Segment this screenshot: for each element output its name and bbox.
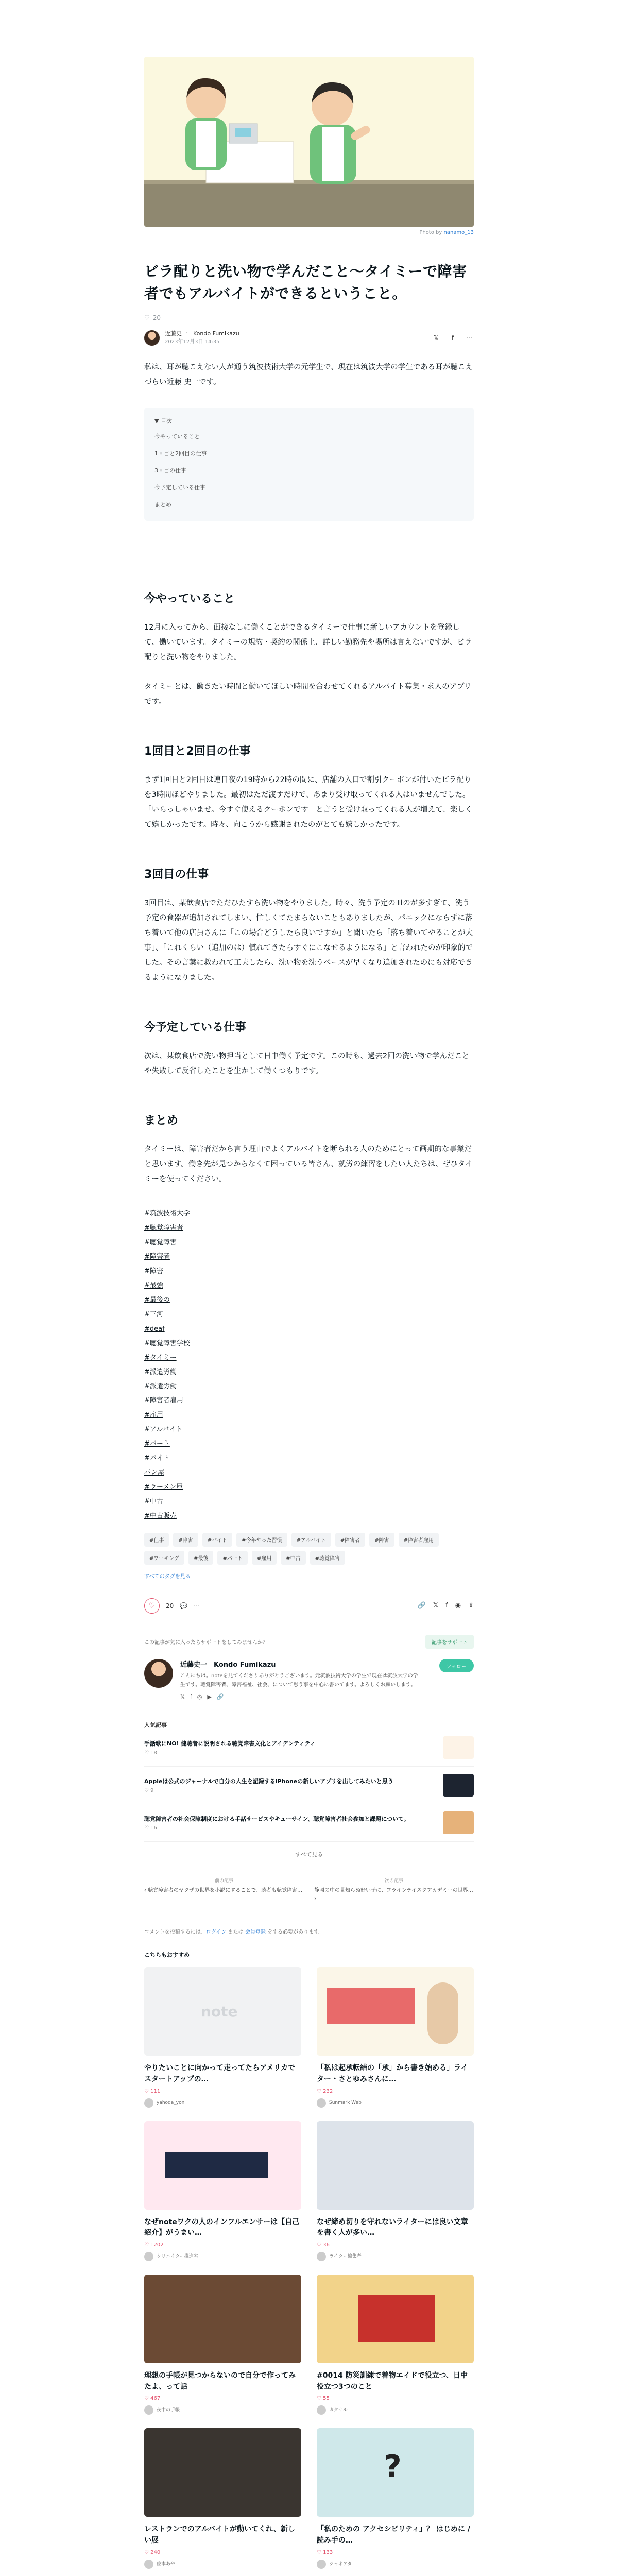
line-icon[interactable]: ◉ <box>455 1602 461 1610</box>
list-item[interactable] <box>144 1729 474 1767</box>
table-of-contents <box>144 408 474 521</box>
card-image[interactable] <box>317 2121 474 2210</box>
tag-chip[interactable]: #障害 <box>369 1533 394 1547</box>
card-image[interactable] <box>144 2121 301 2210</box>
heart-icon: ♡ <box>317 2242 323 2248</box>
toc-item[interactable]: 今やっていること <box>154 428 464 445</box>
popular-title[interactable]: 聴覚障害者の社会保障制度における手話サービスやキューサイン、聴覚障害者社会参加と課題について。 <box>144 1815 409 1822</box>
chevron-left-icon: ‹ <box>144 1888 148 1894</box>
section-paragraph: タイミーは、障害者だから言う理由でよくアルバイトを断られる人のためにとって画期的な事業だと思います。働き先が見つからなくて困っている皆さん、就労の練習をしたい人たちは、ぜひタイミーを使ってください。 <box>144 1145 473 1184</box>
card-title[interactable]: 「私のための アクセシビリティ」？ はじめに / 読み手の… <box>317 2525 470 2545</box>
credit-link[interactable]: nanamo_13 <box>443 230 474 235</box>
card-likes: 240 <box>150 2549 161 2555</box>
prev-title: 聴覚障害者のヤクザの世界を小説にすることで、聴者も聴覚障害… <box>148 1888 302 1894</box>
avatar[interactable] <box>144 2098 153 2108</box>
recommend-grid <box>144 1967 474 2576</box>
facebook-icon[interactable]: f <box>190 1693 192 1700</box>
hashtag-link[interactable]: #deaf <box>144 1325 165 1333</box>
next-article[interactable] <box>314 1877 474 1903</box>
avatar[interactable] <box>144 330 160 346</box>
hashtag-link[interactable]: #中古販売 <box>144 1512 177 1520</box>
card-title[interactable]: 理想の手帳が見つからないので自分で作ってみたよ、って話 <box>144 2371 296 2391</box>
list-item[interactable] <box>144 1804 474 1842</box>
hashtag-link[interactable]: #聴覚障害学校 <box>144 1339 190 1347</box>
card-likes: 1202 <box>150 2242 164 2248</box>
chevron-right-icon: › <box>314 1896 316 1902</box>
recommend-card[interactable] <box>144 2275 301 2415</box>
tag-chip[interactable]: #最後 <box>188 1551 213 1565</box>
popular-list <box>144 1729 474 1867</box>
avatar[interactable] <box>144 1659 173 1688</box>
follow-button[interactable]: フォロー <box>439 1659 474 1672</box>
title-like-row <box>144 314 474 321</box>
tag-chip[interactable]: #障害 <box>173 1533 198 1547</box>
section-heading: 3回目の仕事 <box>144 868 209 882</box>
facebook-icon[interactable]: f <box>445 1602 448 1610</box>
heart-icon: ♡ <box>144 2396 151 2402</box>
card-likes: 467 <box>150 2396 161 2402</box>
section-paragraph: 12月に入ってから、面接なしに働くことができるタイミーで仕事に新しいアカウントを登録して、働いています。タイミーの規約・契約の関係上、詳しい勤務先や場所は言えないですが、ビラ配りと洗い物をやりました。 <box>144 623 472 662</box>
recommend-card[interactable] <box>144 2121 301 2261</box>
post-date: 2023年12月3日 14:35 <box>165 339 220 345</box>
recommend-card[interactable] <box>144 2428 301 2568</box>
login-note: コメントを投稿するには、ログイン または 会員登録 をする必要があります。 <box>144 1917 474 1935</box>
support-row <box>144 1635 474 1649</box>
card-title[interactable]: 「私は起承転結の「承」から書き始める」ライター・さとゆみさんに… <box>317 2064 468 2083</box>
heart-icon: ♡ <box>144 2088 151 2094</box>
like-count: 20 <box>166 1602 174 1609</box>
popular-title[interactable]: Appleは公式のジャーナルで自分の人生を記録するiPhoneの新しいアプリを出してみたいと思う <box>144 1777 393 1785</box>
card-title[interactable]: なぜnoteワクの人のインフルエンサーは【自己紹介】がうまい… <box>144 2217 300 2238</box>
facebook-icon[interactable]: f <box>451 334 454 342</box>
more-icon[interactable]: ⋯ <box>466 334 472 342</box>
hashtag-link[interactable]: パン屋 <box>144 1469 165 1477</box>
hashtag-link[interactable]: #タイミー <box>144 1353 177 1362</box>
tag-chip[interactable]: #ワーキング <box>144 1551 184 1565</box>
card-author[interactable]: ライター編集者 <box>329 2253 362 2259</box>
card-likes: 55 <box>323 2396 330 2402</box>
recommend-card[interactable] <box>317 1967 474 2107</box>
hashtag-link[interactable]: #障害者 <box>144 1253 170 1261</box>
card-author[interactable]: 夜中の手帳 <box>157 2408 180 2413</box>
like-button[interactable]: ♡ <box>144 1598 160 1614</box>
toc-item[interactable]: 今予定している仕事 <box>154 479 464 496</box>
popular-likes: 16 <box>150 1825 157 1832</box>
heart-icon[interactable]: ♡ <box>144 314 150 321</box>
profile-name[interactable]: 近藤史一 Kondo Fumikazu <box>180 1660 276 1669</box>
toc-item[interactable]: 3回目の仕事 <box>154 462 464 479</box>
see-all-button[interactable]: すべて見る <box>144 1842 474 1867</box>
card-title[interactable]: なぜ締め切りを守れないライターには良い文章を書く人が多い… <box>317 2217 468 2238</box>
section-heading: 今やっていること <box>144 592 235 606</box>
tag-chip[interactable]: #聴覚障害 <box>310 1551 345 1565</box>
hashtag-link[interactable]: #障害者雇用 <box>144 1397 183 1405</box>
share-icon[interactable]: ⇪ <box>468 1602 474 1610</box>
card-author[interactable]: カタサル <box>329 2408 348 2413</box>
toc-head[interactable]: ▼ 目次 <box>154 418 172 425</box>
tag-chip[interactable]: #今年やった習慣 <box>236 1533 287 1547</box>
card-title[interactable]: レストランでのアルバイトが動いてくれ、新しい展 <box>144 2525 295 2545</box>
section-paragraph: まず1回目と2回目は連日夜の19時から22時の間に、店舗の入口で割引クーポンが付いたビラ配りを3時間ほどやりました。最初はただ渡すだけで、あまり受け取ってくれる人はいませんでした。「いらっしゃいませ。今すぐ使えるクーポンです」と言うと受け取ってくれる人が増えて、楽しくて嬉しかったです。時々、向こうから感謝されたのがとても嬉しかったです。 <box>144 776 473 829</box>
popular-title[interactable]: 手話歌にNO! 健聴者に説明される聴覚障害文化とアイデンティティ <box>144 1740 316 1747</box>
recommend-heading: こちらもおすすめ <box>144 1952 190 1959</box>
card-author[interactable]: クリエイター推進室 <box>157 2253 198 2259</box>
heart-icon: ♡ <box>144 1788 151 1794</box>
tag-chip[interactable]: #障害者雇用 <box>399 1533 439 1547</box>
section-paragraph: タイミーとは、働きたい時間と働いてほしい時間を合わせてくれるアルバイト募集・求人のアプリです。 <box>144 683 472 706</box>
photo-credit: Photo by nanamo_13 <box>419 230 474 235</box>
hashtag-link[interactable]: #派遣労働 <box>144 1368 177 1376</box>
section-paragraph: 次は、某飲食店で洗い物担当として日中働く予定です。この時も、過去2回の洗い物で学んだことや失敗して反省したことを生かして働くつもりです。 <box>144 1052 470 1076</box>
hashtag-link[interactable]: #三河 <box>144 1310 163 1318</box>
list-item[interactable] <box>144 1767 474 1804</box>
x-icon[interactable]: 𝕏 <box>434 334 439 342</box>
section-heading: 1回目と2回目の仕事 <box>144 745 251 758</box>
intro-paragraph: 私は、耳が聴こえない人が通う筑波技術大学の元学生で、現在は筑波大学の学生である耳が聴こえづらい近藤 史一です。 <box>144 363 473 387</box>
author-profile <box>144 1659 474 1700</box>
prev-label: 前の記事 <box>214 1878 233 1884</box>
avatar[interactable] <box>317 2252 326 2261</box>
avatar[interactable] <box>144 2405 153 2415</box>
card-likes: 232 <box>323 2088 333 2094</box>
support-button[interactable]: 記事をサポート <box>425 1635 474 1649</box>
card-author[interactable]: Sunmark Web <box>329 2100 362 2106</box>
tag-chip[interactable]: #アルバイト <box>291 1533 331 1547</box>
card-title[interactable]: やりたいことに向かって走ってたらアメリカでスタートアップの… <box>144 2064 296 2083</box>
heart-icon: ♡ <box>144 1750 151 1756</box>
hashtag-list <box>144 1207 474 1523</box>
author-name[interactable]: 近藤史一 Kondo Fumikazu <box>165 330 239 337</box>
tag-chip[interactable]: #中古 <box>281 1551 305 1565</box>
signup-link[interactable]: 会員登録 <box>245 1929 266 1936</box>
tag-chip[interactable]: #障害者 <box>335 1533 365 1547</box>
hashtag-link[interactable]: #ラーメン屋 <box>144 1483 183 1492</box>
avatar[interactable] <box>317 2098 326 2108</box>
hashtag-link[interactable]: #最後の <box>144 1296 170 1304</box>
popular-likes: 18 <box>150 1750 157 1756</box>
comment-icon[interactable]: 💬 <box>180 1602 188 1609</box>
recommend-card[interactable] <box>317 2121 474 2261</box>
link-icon[interactable]: 🔗 <box>216 1693 224 1700</box>
next-label: 次の記事 <box>384 1878 403 1884</box>
instagram-icon[interactable]: ◎ <box>197 1693 202 1700</box>
card-image[interactable]: note <box>144 1967 301 2056</box>
all-tags-link[interactable]: すべてのタグを見る <box>144 1573 191 1580</box>
hashtag-link[interactable]: #雇用 <box>144 1411 163 1419</box>
youtube-icon[interactable]: ▶ <box>207 1693 212 1700</box>
next-title: 静岡の中の見知らぬ好い子に、フラインデイスクアカデミーの世界… <box>314 1888 473 1894</box>
card-image[interactable] <box>317 1967 474 2056</box>
login-link[interactable]: ログイン <box>206 1929 227 1936</box>
article-title: ビラ配りと洗い物で学んだこと〜タイミーで障害者でもアルバイトができるということ。 <box>144 263 467 302</box>
illustration <box>144 57 474 227</box>
hashtag-link[interactable]: #聴覚障害者 <box>144 1224 183 1232</box>
action-bar <box>144 1598 474 1622</box>
heart-icon: ♡ <box>144 2242 151 2248</box>
prev-next-nav <box>144 1877 474 1903</box>
heart-icon: ♡ <box>144 1825 151 1832</box>
heart-icon: ♡ <box>317 2088 323 2094</box>
heart-icon: ♡ <box>144 2549 151 2555</box>
card-author[interactable]: 佐本あや <box>157 2561 176 2567</box>
tag-chip[interactable]: #バイト <box>202 1533 232 1547</box>
tag-chip[interactable]: #雇用 <box>252 1551 277 1565</box>
thumbnail[interactable] <box>443 1811 474 1834</box>
recommend-card[interactable] <box>317 2275 474 2415</box>
avatar[interactable] <box>144 2560 153 2569</box>
thumbnail[interactable] <box>443 1774 474 1797</box>
popular-likes: 9 <box>150 1788 154 1794</box>
like-count: 20 <box>152 314 161 321</box>
tag-chips <box>144 1533 474 1565</box>
section-heading: 今予定している仕事 <box>144 1021 247 1035</box>
link-icon[interactable]: 🔗 <box>417 1602 426 1610</box>
avatar[interactable] <box>317 2560 326 2569</box>
card-title[interactable]: #0014 防災訓練で着物エイドで役立つ、日中役立つ3つのこと <box>317 2371 468 2391</box>
profile-description: こんにちは。noteを見てくださりありがとうございます。元筑波技術大学の学生で現在は筑波大学の学生です。聴覚障害者、障害福祉、社会、について思う事を中心に書いてます。よろしくお願いします。 <box>180 1673 418 1688</box>
hashtag-link[interactable]: #派遣労働 <box>144 1382 177 1391</box>
recommend-card[interactable] <box>317 2428 474 2568</box>
author-row <box>144 330 474 346</box>
section-heading: まとめ <box>144 1114 179 1128</box>
card-image[interactable]: ? <box>317 2428 474 2517</box>
thumbnail[interactable] <box>443 1736 474 1759</box>
x-icon[interactable]: 𝕏 <box>180 1693 185 1700</box>
hashtag-link[interactable]: #アルバイト <box>144 1426 183 1434</box>
hashtag-link[interactable]: #バート <box>144 1440 170 1448</box>
support-text: この記事が気に入ったらサポートをしてみませんか？ <box>144 1639 268 1646</box>
card-author[interactable]: yahoda_yon <box>157 2100 185 2106</box>
card-image[interactable] <box>144 2428 301 2517</box>
card-image[interactable] <box>144 2275 301 2363</box>
recommend-card[interactable] <box>144 1967 301 2107</box>
avatar[interactable] <box>317 2405 326 2415</box>
tag-chip[interactable]: #パート <box>217 1551 247 1565</box>
card-likes: 111 <box>150 2088 161 2094</box>
avatar[interactable] <box>144 2252 153 2261</box>
card-likes: 133 <box>323 2549 333 2555</box>
card-image[interactable] <box>317 2275 474 2363</box>
heart-icon: ♡ <box>317 2396 323 2402</box>
prev-article[interactable] <box>144 1877 304 1903</box>
tag-chip[interactable]: #仕事 <box>144 1533 169 1547</box>
hashtag-link[interactable]: #バイト <box>144 1454 170 1463</box>
popular-label: 人気記事 <box>144 1721 167 1728</box>
section-paragraph: 3回目は、某飲食店でただひたすら洗い物をやりました。時々、洗う予定の皿のが多すぎて、洗う予定の食器が追加されてしまい、忙しくてたまらないこともありましたが、パニックにならずに落ち着いて他の店員さんに「この場合どうしたら良いですか」と聞いたら「落ち着いてやることが大事」、「これくらい（追加のは）慣れてきたらすぐにこなせるようになる」と言われたのが印象的でした。その言葉に救われて工夫したら、洗い物を洗うペースが早くなり追加されたのにも対応できるようになりました。 <box>144 899 473 982</box>
header-image <box>144 57 474 227</box>
hashtag-link[interactable]: #中古 <box>144 1498 163 1506</box>
hashtag-link[interactable]: #障害 <box>144 1267 163 1276</box>
toc-item[interactable]: 1回目と2回目の仕事 <box>154 445 464 462</box>
card-author[interactable]: ジャネアタ <box>329 2561 352 2567</box>
more-icon[interactable]: ⋯ <box>194 1602 200 1609</box>
x-icon[interactable]: 𝕏 <box>433 1602 439 1610</box>
card-likes: 36 <box>323 2242 330 2248</box>
hashtag-link[interactable]: #聴覚障害 <box>144 1239 177 1247</box>
hashtag-link[interactable]: #筑波技術大学 <box>144 1210 190 1218</box>
heart-icon: ♡ <box>317 2549 323 2555</box>
toc-item[interactable]: まとめ <box>154 501 171 509</box>
hashtag-link[interactable]: #最強 <box>144 1281 163 1290</box>
